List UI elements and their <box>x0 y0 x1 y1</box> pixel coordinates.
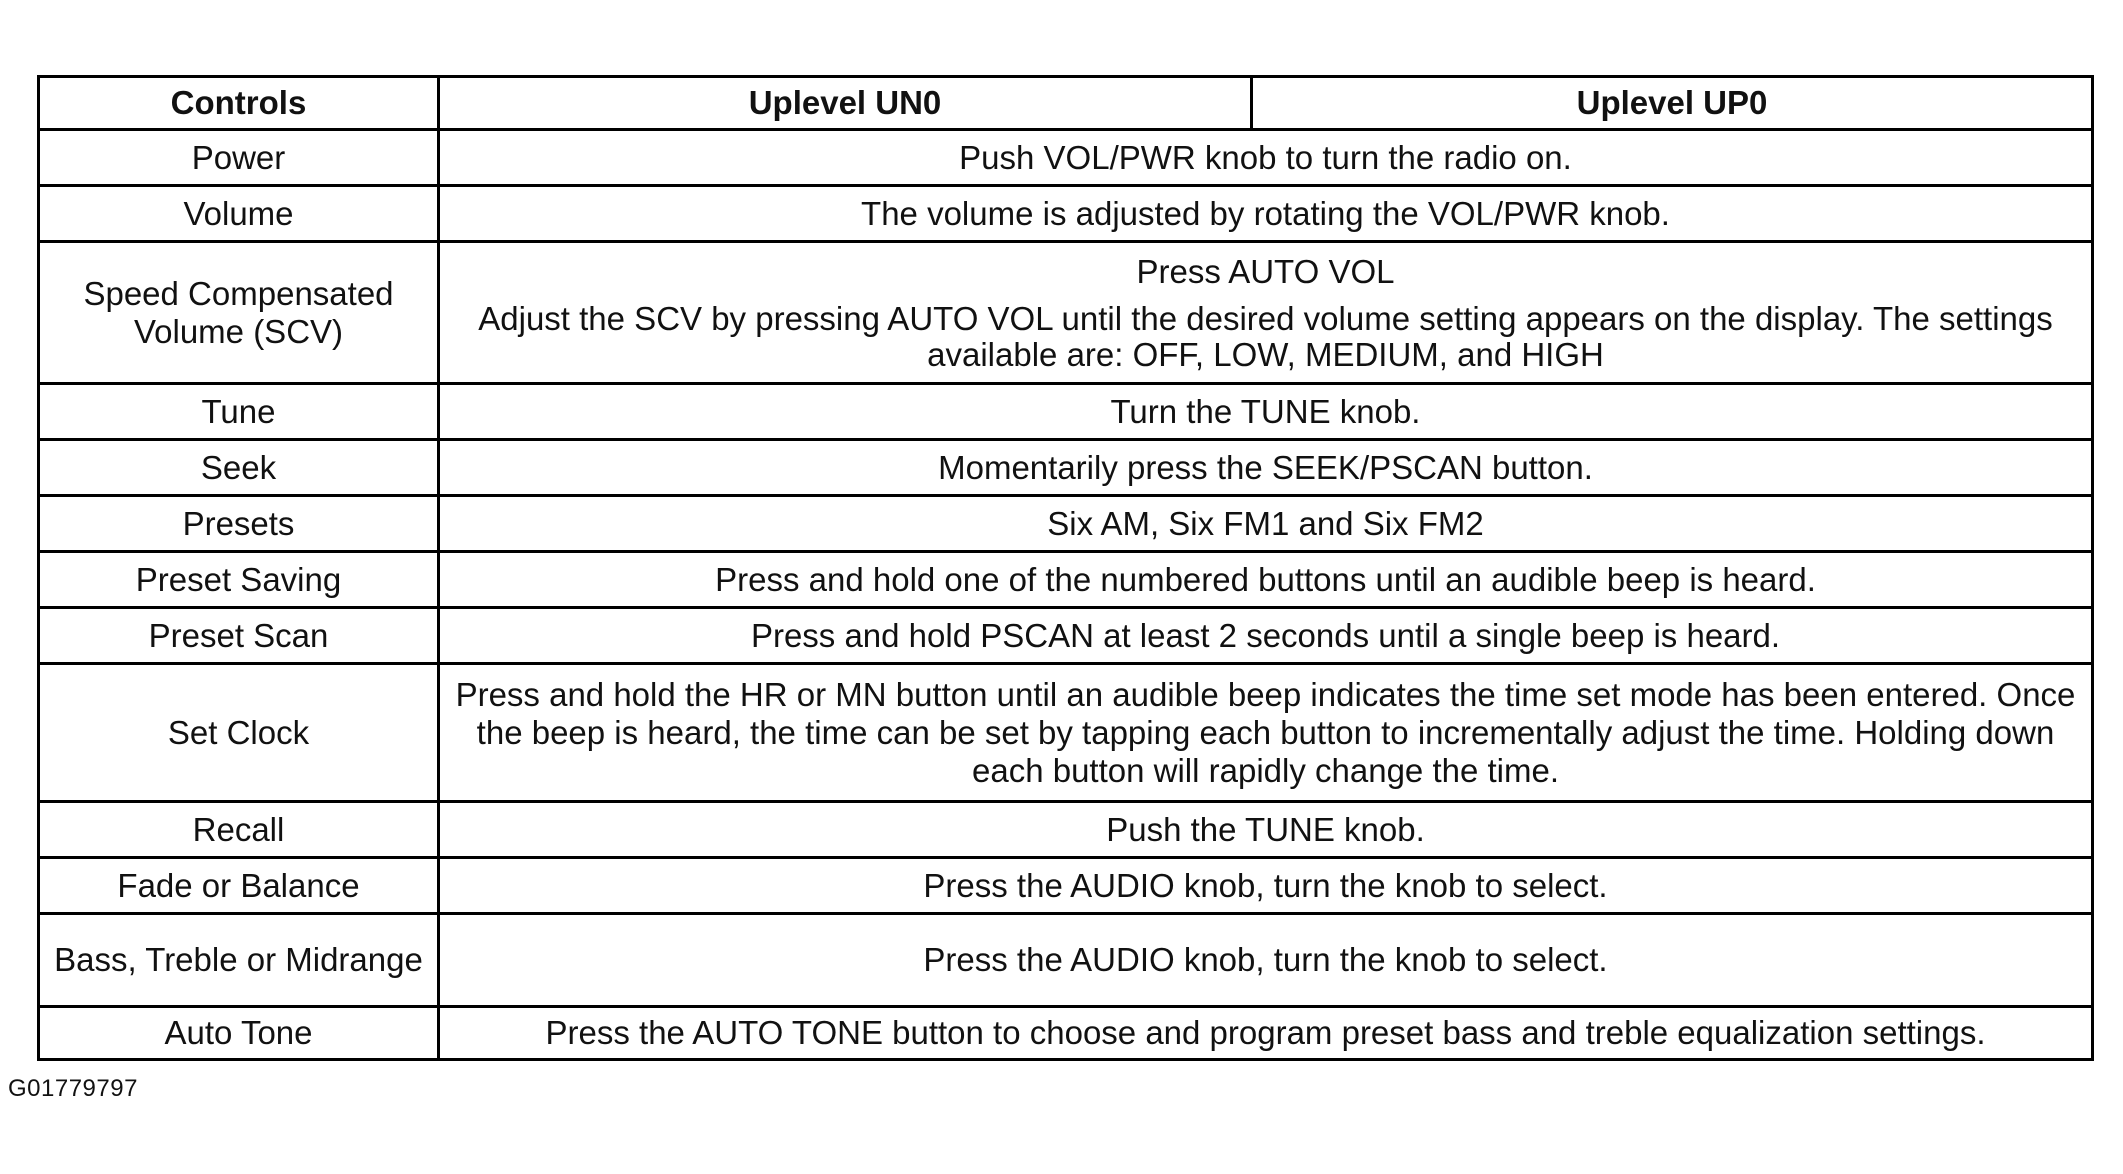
controls-table-container <box>37 75 2091 1061</box>
table-row <box>39 802 2093 858</box>
description-cell: Press the AUTO TONE button to choose and program preset bass and treble equalization settings. <box>439 1007 2093 1060</box>
table-row <box>39 1007 2093 1060</box>
table-header-row <box>39 77 2093 130</box>
control-cell: Set Clock <box>39 664 439 802</box>
control-cell: Bass, Treble or Midrange <box>39 914 439 1007</box>
description-cell: Press and hold PSCAN at least 2 seconds until a single beep is heard. <box>439 608 2093 664</box>
figure-id-label: G01779797 <box>8 1075 138 1102</box>
control-cell: Fade or Balance <box>39 858 439 914</box>
table-row <box>39 552 2093 608</box>
table-row <box>39 496 2093 552</box>
control-cell: Speed Compensated Volume (SCV) <box>39 242 439 384</box>
header-uplevel-up0: Uplevel UP0 <box>1252 77 2093 130</box>
control-cell: Presets <box>39 496 439 552</box>
description-cell: The volume is adjusted by rotating the VOL/PWR knob. <box>439 186 2093 242</box>
table-row <box>39 858 2093 914</box>
description-cell: Press and hold one of the numbered buttons until an audible beep is heard. <box>439 552 2093 608</box>
table-row <box>39 186 2093 242</box>
control-cell: Tune <box>39 384 439 440</box>
control-cell: Auto Tone <box>39 1007 439 1060</box>
control-cell: Seek <box>39 440 439 496</box>
table-row <box>39 242 2093 384</box>
description-line: Adjust the SCV by pressing AUTO VOL until the desired volume setting appears on the display. The settings available are: OFF, LOW, MEDIUM, and HIGH <box>478 299 2053 373</box>
table-row <box>39 130 2093 186</box>
control-cell: Recall <box>39 802 439 858</box>
description-cell: Press the AUDIO knob, turn the knob to select. <box>439 914 2093 1007</box>
description-cell: Momentarily press the SEEK/PSCAN button. <box>439 440 2093 496</box>
description-cell: Press and hold the HR or MN button until an audible beep indicates the time set mode has been entered. Once the beep is heard, the time can be set by tapping each button to incrementally adjust the time. Holding down each button will rapidly change the time. <box>439 664 2093 802</box>
table-row <box>39 608 2093 664</box>
header-controls: Controls <box>39 77 439 130</box>
control-cell: Preset Scan <box>39 608 439 664</box>
table-row <box>39 664 2093 802</box>
radio-controls-table <box>37 75 2094 1061</box>
table-row <box>39 384 2093 440</box>
table-row <box>39 440 2093 496</box>
description-cell: Press the AUDIO knob, turn the knob to select. <box>439 858 2093 914</box>
description-cell: Six AM, Six FM1 and Six FM2 <box>439 496 2093 552</box>
control-cell: Preset Saving <box>39 552 439 608</box>
description-cell <box>439 242 2093 384</box>
table-row <box>39 914 2093 1007</box>
header-uplevel-un0: Uplevel UN0 <box>439 77 1252 130</box>
control-cell: Volume <box>39 186 439 242</box>
description-cell: Push the TUNE knob. <box>439 802 2093 858</box>
description-cell: Turn the TUNE knob. <box>439 384 2093 440</box>
description-line: Press AUTO VOL <box>1136 252 1395 290</box>
control-cell: Power <box>39 130 439 186</box>
description-cell: Push VOL/PWR knob to turn the radio on. <box>439 130 2093 186</box>
